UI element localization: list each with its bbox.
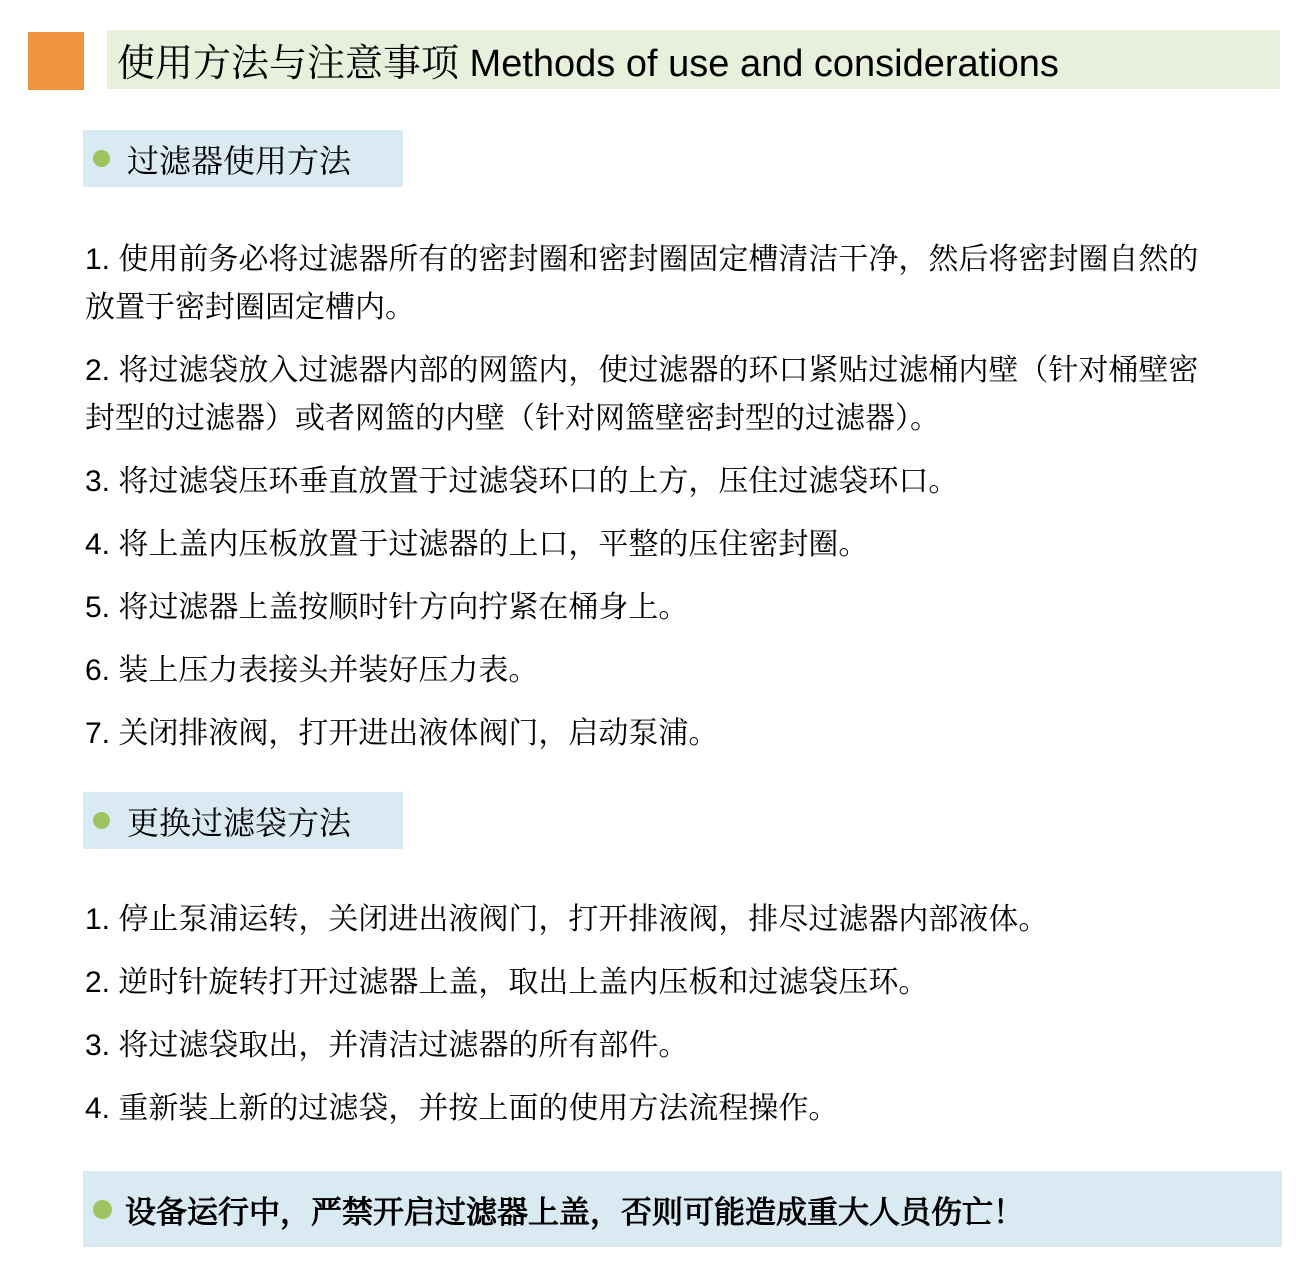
list-item: 2. 将过滤袋放入过滤器内部的网篮内，使过滤器的环口紧贴过滤桶内壁（针对桶壁密封型的过滤器）或者网篮的内壁（针对网篮壁密封型的过滤器）。 <box>85 354 1199 435</box>
list-item: 4. 将上盖内压板放置于过滤器的上口，平整的压住密封圈。 <box>85 528 869 561</box>
section-heading: 过滤器使用方法 <box>127 142 352 179</box>
title-bar <box>107 30 1280 89</box>
page-title: 使用方法与注意事项 Methods of use and considerations <box>117 43 1059 85</box>
list-item: 1. 使用前务必将过滤器所有的密封圈和密封圈固定槽清洁干净，然后将密封圈自然的放置于密封圈固定槽内。 <box>85 243 1199 324</box>
list-item: 3. 将过滤袋取出，并清洁过滤器的所有部件。 <box>85 1029 689 1062</box>
bullet-dot-icon <box>93 1200 112 1219</box>
warning-banner <box>83 1171 1282 1247</box>
accent-square <box>28 32 84 90</box>
instruction-list-bag-replacement <box>85 896 1210 1148</box>
instruction-list-filter-usage <box>85 236 1210 773</box>
warning-text: 设备运行中，严禁开启过滤器上盖，否则可能造成重大人员伤亡！ <box>125 1194 1024 1230</box>
list-item: 7. 关闭排液阀，打开进出液体阀门，启动泵浦。 <box>85 717 719 750</box>
list-item: 3. 将过滤袋压环垂直放置于过滤袋环口的上方，压住过滤袋环口。 <box>85 465 959 498</box>
list-item: 1. 停止泵浦运转，关闭进出液阀门，打开排液阀，排尽过滤器内部液体。 <box>85 903 1049 936</box>
bullet-dot-icon <box>93 812 110 829</box>
section-heading: 更换过滤袋方法 <box>127 804 352 841</box>
bullet-dot-icon <box>93 150 110 167</box>
list-item: 5. 将过滤器上盖按顺时针方向拧紧在桶身上。 <box>85 591 689 624</box>
list-item: 4. 重新装上新的过滤袋，并按上面的使用方法流程操作。 <box>85 1092 839 1125</box>
list-item: 6. 装上压力表接头并装好压力表。 <box>85 654 539 687</box>
section-header-filter-usage <box>83 130 403 187</box>
section-header-bag-replacement <box>83 792 403 849</box>
list-item: 2. 逆时针旋转打开过滤器上盖，取出上盖内压板和过滤袋压环。 <box>85 966 929 999</box>
